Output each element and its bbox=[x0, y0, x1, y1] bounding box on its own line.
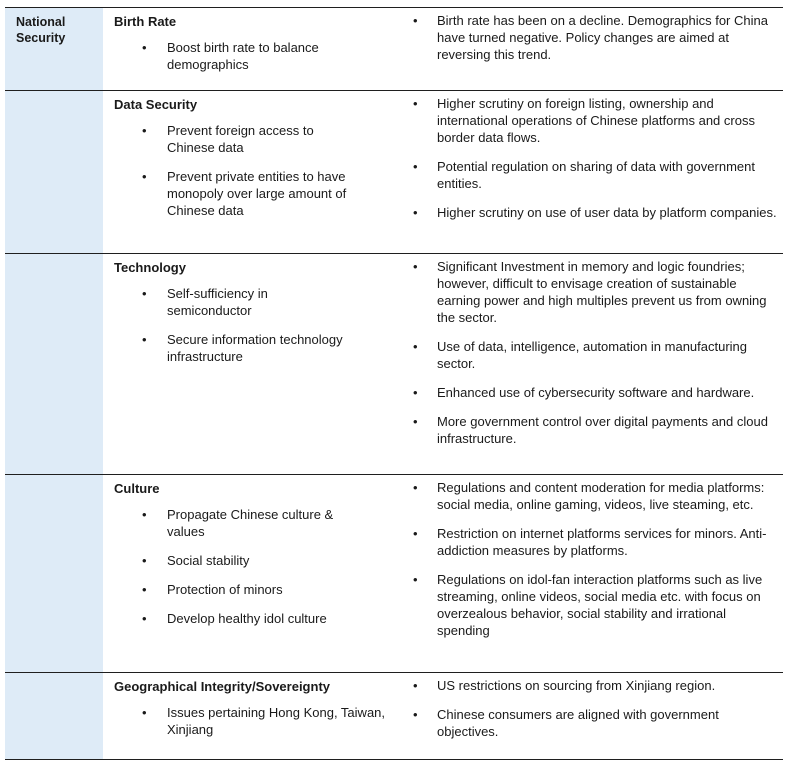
goal-list bbox=[114, 285, 395, 365]
impact-cell bbox=[403, 91, 783, 253]
impact-item: • Chinese consumers are aligned with government objectives. bbox=[413, 706, 777, 740]
impact-list bbox=[413, 677, 777, 740]
table-row-culture bbox=[5, 474, 783, 672]
goal-item: • Self-sufficiency in semiconductor bbox=[114, 285, 395, 319]
category-cell bbox=[5, 8, 103, 90]
goal-item: • Protection of minors bbox=[114, 581, 395, 598]
category-label: National Security bbox=[16, 15, 66, 45]
goal-item: • Issues pertaining Hong Kong, Taiwan, Xinjiang bbox=[114, 704, 395, 738]
table-row-technology bbox=[5, 253, 783, 474]
impact-item: • Use of data, intelligence, automation in manufacturing sector. bbox=[413, 338, 777, 372]
impact-item: • Birth rate has been on a decline. Demographics for China have turned negative. Policy changes are aimed at reversing this trend. bbox=[413, 12, 777, 63]
goal-item: • Boost birth rate to balance demographics bbox=[114, 39, 395, 73]
goal-item: • Propagate Chinese culture & values bbox=[114, 506, 395, 540]
impact-list bbox=[413, 12, 777, 63]
goal-item: • Prevent foreign access to Chinese data bbox=[114, 122, 395, 156]
section-title: Data Security bbox=[114, 97, 198, 112]
table-row-data-security bbox=[5, 90, 783, 253]
goal-item: • Prevent private entities to have monopoly over large amount of Chinese data bbox=[114, 168, 395, 219]
impact-cell bbox=[403, 673, 783, 759]
impact-item: • Higher scrutiny on foreign listing, ownership and international operations of Chinese platforms and cross border data flows. bbox=[413, 95, 777, 146]
category-cell bbox=[5, 254, 103, 474]
impact-list bbox=[413, 479, 777, 639]
goal-item: • Develop healthy idol culture bbox=[114, 610, 395, 627]
goal-item: • Social stability bbox=[114, 552, 395, 569]
policy-table bbox=[5, 7, 783, 760]
goal-list bbox=[114, 39, 395, 73]
table-row-geographical-integrity bbox=[5, 672, 783, 760]
impact-item: • Potential regulation on sharing of data with government entities. bbox=[413, 158, 777, 192]
impact-item: • Regulations and content moderation for media platforms: social media, online gaming, videos, live steaming, etc. bbox=[413, 479, 777, 513]
impact-list bbox=[413, 95, 777, 221]
category-cell bbox=[5, 673, 103, 759]
policy-cell bbox=[103, 254, 403, 474]
impact-item: • Significant Investment in memory and logic foundries; however, difficult to envisage creation of sustainable earning power and high multiples prevent us from owning the sector. bbox=[413, 258, 777, 326]
impact-item: • More government control over digital payments and cloud infrastructure. bbox=[413, 413, 777, 447]
policy-cell bbox=[103, 475, 403, 672]
impact-cell bbox=[403, 475, 783, 672]
category-cell bbox=[5, 475, 103, 672]
impact-item: • Restriction on internet platforms services for minors. Anti-addiction measures by platforms. bbox=[413, 525, 777, 559]
impact-cell bbox=[403, 254, 783, 474]
table-row-birth-rate bbox=[5, 7, 783, 90]
section-title: Technology bbox=[114, 260, 186, 275]
category-cell bbox=[5, 91, 103, 253]
impact-item: • US restrictions on sourcing from Xinjiang region. bbox=[413, 677, 777, 694]
impact-item: • Higher scrutiny on use of user data by platform companies. bbox=[413, 204, 777, 221]
goal-list bbox=[114, 704, 395, 738]
policy-cell bbox=[103, 8, 403, 90]
impact-cell bbox=[403, 8, 783, 90]
impact-list bbox=[413, 258, 777, 447]
section-title: Culture bbox=[114, 481, 160, 496]
impact-item: • Enhanced use of cybersecurity software and hardware. bbox=[413, 384, 777, 401]
section-title: Geographical Integrity/Sovereignty bbox=[114, 679, 330, 694]
policy-cell bbox=[103, 673, 403, 759]
impact-item: • Regulations on idol-fan interaction platforms such as live streaming, online videos, social media etc. with focus on overzealous behavior, social stability and irrational spending bbox=[413, 571, 777, 639]
section-title: Birth Rate bbox=[114, 14, 177, 29]
goal-list bbox=[114, 506, 395, 627]
goal-list bbox=[114, 122, 395, 219]
policy-cell bbox=[103, 91, 403, 253]
goal-item: • Secure information technology infrastructure bbox=[114, 331, 395, 365]
